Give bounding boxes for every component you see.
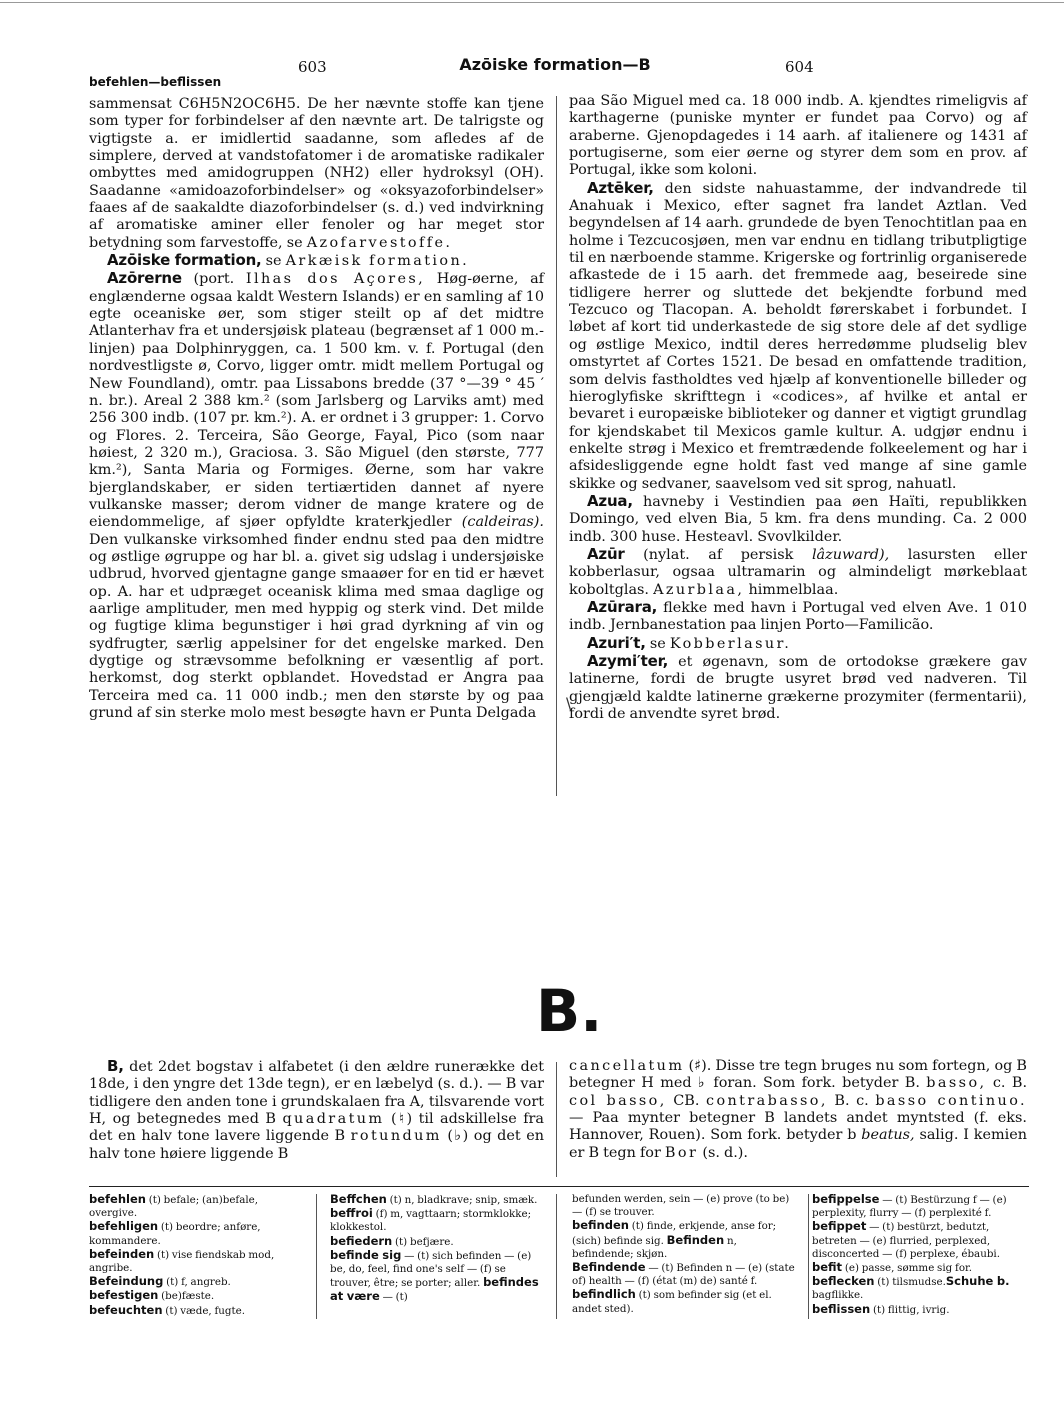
glossary-item [330, 1207, 548, 1234]
footer-divider [808, 1194, 809, 1319]
glossary-headword: befiedern [330, 1233, 393, 1248]
entry-text: — Paa mynter betegner B landets andet myntsted (f. eks. Hannover, Rouen). Som fork. betyder b [569, 1110, 1027, 1144]
glossary-item [89, 1275, 307, 1289]
entry-azorerne [89, 270, 544, 722]
entry-text: (nylat. af persisk [643, 546, 794, 563]
running-title: Azōiske formation—B [459, 55, 651, 74]
entry-text: (port. [193, 271, 235, 288]
entry-azua [569, 493, 1027, 546]
entry-text: (♯). Disse tre tegn bruges nu som fortegn, og B betegner H med ♭ foran. Som fork. betyder B. [569, 1058, 1027, 1092]
entry-headword: Azymi′ter, [587, 652, 669, 670]
glossary-headword: Befindende [572, 1260, 646, 1275]
margin-pencil-mark: \ [566, 694, 572, 713]
footer-glossary-col-1 [89, 1193, 307, 1318]
cross-reference: Kobberlasur. [669, 635, 792, 652]
spaced-term: basso continuo. [875, 1092, 1027, 1109]
spaced-term: cancellatum [569, 1058, 685, 1074]
glossary-item [89, 1248, 307, 1275]
entry-text: se [265, 253, 282, 270]
spaced-term: rotundum [350, 1128, 442, 1145]
glossary-text: (t) finde, erkjende, anse for; (sich) befinde sig. [572, 1220, 777, 1247]
glossary-headword: Befinden [666, 1232, 725, 1247]
entry-headword: Azūrara, [587, 597, 658, 616]
entry-text: havneby i Vestindien paa øen Haïti, republikken Domingo, ved elven Bia, 5 km. fra dens munding. Ca. 2 000 indb. 300 huse. Hesteavl. Svovlkilder. [569, 493, 1027, 545]
entry-text: Den vulkanske virksomhed finder endnu sted paa den midtre og østlige øgruppe og har bl. a. givet sig udslag i undersjøiske udbrud, hvorved gjentagne gange smaaøer for en tid er hævet op. A. har et udpræget oceanisk klima med smaa daglige og aarlige amplituder, men med hyppig og sterk vind. Det milde og fugtige klima begunstiger i høi grad dyrkning af vin og sydfrugter, særlig appelsiner for det engelske marked. Den dygtige og strævsomme befolkning er væsentlig af port. herkomst, dog sterkt opblandet. Hovedstad er Angra paa Terceira med ca. 11 000 indb.; men den største by og paa grund af sin sterke molo mest besøgte havn er Punta Delgada [89, 531, 544, 722]
glossary-text: (e) passe, sømme sig for. [844, 1262, 973, 1275]
glossary-text: (t) befjære. [395, 1235, 454, 1248]
spaced-name: Ilhas dos Açores, [245, 271, 426, 288]
entry-text: (♮) til adskillelse fra det en halv tone lavere liggende B [89, 1111, 544, 1145]
spaced-term: basso, [926, 1075, 987, 1092]
entry-b [89, 1058, 544, 1163]
glossary-headword: befindes at være [330, 1275, 539, 1304]
entry-text: lasursten eller kobberlasur, ogsaa ultramarin og almindeligt mørkeblaat koboltglas. [569, 546, 1028, 598]
glossary-text: (t) som befinder sig (et el. andet sted). [572, 1289, 772, 1315]
top-rule [0, 2, 1064, 3]
spaced-term: col basso, [569, 1092, 667, 1109]
footer-glossary-col-2 [330, 1193, 548, 1305]
glossary-item [812, 1261, 1030, 1275]
guide-words: befehlen—beflissen [89, 75, 222, 89]
entry-text: et øgenavn, som de ortodokse grækere gav latinerne, fordi de brugte usyret brød ved nadveren. Til gjengjæld kaldte latinerne grækerne prozymiter (fermentarii), fordi de anvendte syret brød. [569, 654, 1027, 723]
glossary-headword: befippelse [812, 1192, 880, 1206]
footer-glossary-col-4 [812, 1193, 1030, 1317]
glossary-headword: befehlen [89, 1192, 146, 1206]
glossary-headword: befippet [812, 1219, 867, 1234]
entry-text: (♭) og det en halv tone høiere liggende B [89, 1128, 544, 1162]
entry-azurara [569, 599, 1027, 635]
entry-text: salig. I kemien er B tegn for [569, 1127, 1027, 1161]
entry-azur [569, 546, 1027, 599]
glossary-text: — (t) Befinden n — (e) (state of) health — (f) (état (m) de) santé f. [572, 1262, 795, 1288]
glossary-text: — (t) bestürzt, bedutzt, betreten — (e) flurried, perplexed, disconcerted — (f) perplexe, ébaubi. [812, 1221, 1000, 1260]
entry-azymiter [569, 653, 1027, 723]
glossary-text: (be)fæste. [161, 1290, 215, 1303]
entry-text: himmelblaa. [748, 581, 839, 598]
entry-text: flekke med havn i Portugal ved elven Ave. 1 010 indb. Jernbanestation paa linjen Porto—Familicão. [569, 599, 1027, 634]
glossary-text: (t) vise fiendskab mod, angribe. [89, 1248, 275, 1275]
glossary-text: (t) befale; (an)befale, overgive. [89, 1194, 259, 1220]
entry-azteker [569, 180, 1027, 493]
glossary-headword: befinde sig [330, 1247, 402, 1262]
entry-azoiske-formation [89, 252, 544, 270]
entry-headword: Azōrerne [107, 269, 182, 288]
glossary-item [812, 1193, 1030, 1220]
entry-text: B. c. [834, 1092, 869, 1109]
entry-headword: Azua, [587, 491, 633, 510]
italic-term: (caldeiras). [461, 514, 544, 531]
entry-headword: Azuri′t, [587, 633, 646, 652]
glossary-item [330, 1249, 548, 1305]
column-divider [556, 96, 557, 796]
italic-term: beatus, [861, 1127, 915, 1144]
entry-text: Høg-øerne, af englænderne ogsaa kaldt Western Islands) er en samling af 10 egte oceaniske øer, som stiger steilt op af det midtre Atlanterhav fra et undersjøisk plateau (begrænset af 1 000 m.-linjen) paa Dolphinryggen, ca. 1 500 km. v. f. Portugal (den nordvestligste ø, Corvo, ligger omtr. midt mellem Portugal og New Foundland), omtr. paa Lissabons bredde (37 °—39 ° 45 ′ n. br.). Areal 2 388 km.² (som Jarlsberg og Larviks amt) med 256 300 indb. (107 pr. km.²). A. er ordnet i 3 grupper: 1. Corvo og Flores. 2. Terceira, São George, Fayal, Pico (som naar høiest, 2 320 m.), Graciosa. 3. São Miguel (den største, 777 km.²), Santa Maria og Formiges. Øerne, som har vakre bjerglandskaber, er siden tertiærtiden dannet af nyere vulkanske masser; derom vidner de mange kratere og de eiendommelige, af sjøer opfyldte kraterkjedler [89, 271, 545, 531]
glossary-headword: beflissen [812, 1301, 871, 1316]
column-divider [556, 1062, 557, 1177]
glossary-text: — (t) [382, 1291, 408, 1304]
footer-glossary-col-3 [572, 1193, 798, 1316]
glossary-item [572, 1219, 798, 1261]
b-entry-right [569, 1058, 1027, 1162]
entry-text: det 2det bogstav i alfabetet (i den ældre runerække det 18de, i den yngre det 13de tegn), er en læbelyd (s. d.). — B var tidligere den anden tone i grundskalaen fra A, tilsvarende vort H, og betegnedes med B [89, 1059, 544, 1128]
entry-text: CB. [673, 1092, 700, 1109]
page-number-right: 604 [785, 58, 814, 76]
entry-headword: Azōiske formation, [107, 251, 262, 270]
glossary-headword: beflecken [812, 1274, 875, 1289]
glossary-text: n, befindende; skjøn. [572, 1234, 737, 1260]
spaced-term: Bor [664, 1144, 699, 1161]
glossary-headword: befeinden [89, 1246, 155, 1261]
glossary-text: befunden werden, sein — (e) prove (to be) — (f) se trouver. [572, 1193, 790, 1219]
glossary-text: (t) n, bladkrave; snip, smæk. [389, 1194, 538, 1206]
paragraph: paa São Miguel med ca. 18 000 indb. A. kjendtes rimeligvis af karthagerne (puniske mynter er fundet paa Corvo) og af araberne. Gjenopdagedes i 14 aarh. af italienere og 1431 af portugiserne, som eier øerne og styrer dem som en prov. af Portugal, ikke som koloni. [569, 93, 1027, 179]
glossary-headword: befindlich [572, 1287, 636, 1302]
glossary-headword: befestigen [89, 1288, 159, 1303]
glossary-text: (t) beordre; anføre, kommandere. [89, 1221, 261, 1247]
entry-headword: B, [107, 1057, 124, 1075]
glossary-text: (t) væde, fugte. [165, 1304, 246, 1317]
glossary-item [89, 1304, 307, 1318]
paragraph [569, 1058, 1027, 1162]
glossary-item [812, 1275, 1030, 1302]
glossary-headword: befit [812, 1260, 843, 1275]
footer-divider [316, 1194, 317, 1319]
spaced-name: Azurblaa, [653, 581, 745, 598]
glossary-headword: befinden [572, 1218, 629, 1233]
paragraph [89, 96, 544, 252]
footer-rule [89, 1186, 1029, 1187]
cross-reference: Arkæisk formation. [285, 253, 470, 270]
glossary-headword: Beffchen [330, 1192, 387, 1206]
spaced-term: contrabasso, [705, 1092, 828, 1109]
glossary-item [89, 1220, 307, 1247]
glossary-item [572, 1261, 798, 1288]
right-column [569, 93, 1027, 723]
entry-text: c. B. [992, 1075, 1028, 1092]
glossary-item [89, 1193, 307, 1220]
glossary-item [330, 1235, 548, 1249]
entry-headword: Azūr [587, 544, 625, 563]
italic-term: lâzuward), [811, 546, 890, 563]
glossary-headword: befeuchten [89, 1302, 163, 1317]
entry-text: (s. d.). [702, 1144, 748, 1161]
glossary-item [89, 1289, 307, 1303]
paragraph-text: sammensat C6H5N2OC6H5. De her nævnte stoffe kan tjene som typer for forbindelser af den nævnte art. De talrigste og vigtigste a. er imidlertid saadanne, som afledes af de simplere, derved at vandstofatomer i de aromatiske radikaler ombyttes med amidogruppen (NH2) eller hydroksyl (OH). Saadanne «amidoazoforbindelser» og «oksyazoforbindelser» faaes af de saakaldte diazoforbindelser (s. d.) ved indvirkning af aromatiske aminer eller fenoler og har meget stor betydning som farvestoffe, se [89, 96, 544, 251]
glossary-text: (t) tilsmudse. [877, 1276, 946, 1289]
entry-text: se [649, 635, 666, 652]
glossary-text: (t) flittig, ivrig. [872, 1303, 950, 1316]
glossary-item [572, 1288, 798, 1315]
glossary-item [812, 1220, 1030, 1261]
glossary-text: (t) f, angreb. [166, 1276, 231, 1289]
entry-text: den sidste nahuastamme, der indvandrede til Anahuak i Mexico, efter sagnet fra landet Aztlan. Ved begyndelsen af 14 aarh. grundede de byen Tenochtitlan paa en holme i Tezcucosjøen, men var endnu en tidlang tributpligtige til en nærboende stamme. Krigerske og fortrinlig organiserede afkastede de i 15 aarh. det fremmede aag, beseirede sine tidligere herrer og sluttede det bekjendte forbund med Tezcuco og Tlacopan. A. beholdt førerskabet i forbundet. I løbet af kort tid underkastede de sig store dele af det sydlige og østlige Mexico, indtil deres herredømme pludselig blev omstyrtet af Cortes 1521. De besad en omfattende tradition, som delvis fastholdtes ved hjælp af konventionelle billeder og hieroglyfiske skrifttegn i «codices», af hvilke et antal er bevaret i europæiske biblioteker og danner et vigtigt grundlag for kjendskabet til Mexicos gamle kultur. A. udgjør endnu i enkelte strøg i Mexico et fremtrædende folkeelement og har i afsidesliggende egne holdt fast ved mange af sine gamle skikke og sedvaner, saavelsom ved sit sprog, nahuatl. [569, 180, 1027, 492]
page-number-left: 603 [298, 58, 327, 76]
glossary-item [572, 1193, 798, 1219]
glossary-text: — (t) sich befinden — (e) be, do, feel, find one's self — (f) se trouver, être; se porter; aller. [330, 1249, 532, 1290]
glossary-text: (f) m, vagttaarn; stormklokke; klokkestol. [330, 1208, 532, 1234]
glossary-text: — (t) Bestürzung f — (e) perplexity, flurry — (f) perplexité f. [812, 1194, 1007, 1220]
cross-reference: Azofarvestoffe. [306, 234, 453, 251]
glossary-item [812, 1303, 1030, 1317]
b-entry-left [89, 1058, 544, 1163]
spaced-term: quadratum [282, 1111, 385, 1128]
glossary-headword: beffroi [330, 1206, 373, 1221]
glossary-headword: Befeindung [89, 1274, 164, 1289]
footer-divider [556, 1194, 557, 1319]
entry-azurit [569, 635, 1027, 653]
glossary-headword: Schuhe b. [945, 1274, 1010, 1289]
glossary-item [330, 1193, 548, 1207]
glossary-text: bagflikke. [812, 1289, 864, 1302]
left-column [89, 96, 544, 722]
entry-headword: Aztēker, [587, 178, 654, 197]
section-letter: B. [536, 977, 603, 1045]
glossary-headword: befehligen [89, 1219, 159, 1234]
